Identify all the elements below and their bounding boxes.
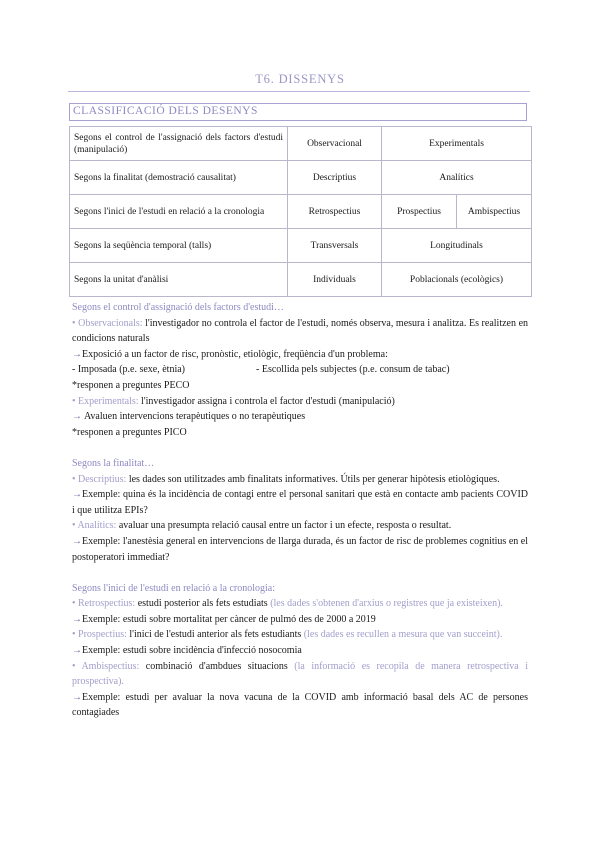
paragraph	[72, 409, 528, 425]
row-label: Segons el control de l'assignació dels factors d'estudi (manipulació)	[70, 127, 288, 161]
row-label: Segons la unitat d'anàlisi	[70, 263, 288, 297]
term-note: (les dades es recullen a mesura que van succeint).	[303, 629, 503, 641]
list-item: - Escollida pels subjectes (p.e. consum de tabac)	[256, 364, 450, 376]
paragraph	[72, 690, 528, 721]
term-text: les dades son utilitzades amb finalitats informatives. Útils per generar hipòtesis etiològiques.	[128, 473, 500, 485]
term-note: (les dades s'obtenen d'arxius o registres que ja existeixen).	[270, 598, 503, 610]
term-text: l'investigador assigna i controla el factor d'estudi (manipulació)	[141, 395, 395, 407]
term-label: • Observacionals:	[72, 317, 143, 329]
paragraph	[72, 659, 528, 690]
row-label: Segons la seqüència temporal (talls)	[70, 229, 288, 263]
example-text: Exemple: estudi sobre mortalitat per càncer de pulmó des de 2000 a 2019	[82, 613, 376, 625]
title-divider	[68, 91, 530, 92]
table-cell: Analítics	[382, 161, 532, 195]
table-row	[70, 127, 532, 161]
subsection-heading: Segons l'inici de l'estudi en relació a la cronologia:	[72, 582, 275, 594]
term-label: • Descriptius:	[72, 473, 127, 485]
table-row	[70, 161, 532, 195]
paragraph	[72, 394, 528, 410]
paragraph	[72, 316, 528, 347]
paragraph	[72, 518, 528, 534]
paragraph	[72, 612, 528, 628]
term-note: (la informació es recopila de manera retrospectiva i prospectiva).	[72, 660, 529, 688]
term-label: • Experimentals:	[72, 395, 139, 407]
body-text	[72, 300, 528, 721]
paragraph	[72, 627, 528, 643]
table-cell: Experimentals	[382, 127, 532, 161]
table-cell: Prospectius	[382, 195, 457, 229]
example-text: Avaluen intervencions terapèutiques o no terapèutiques	[83, 411, 306, 423]
example-text: Exemple: l'anestèsia general en intervencions de llarga durada, és un factor de risc de problemes cognitius en el postoperatori immediat?	[72, 535, 528, 563]
example-text: Exposició a un factor de risc, pronòstic, etiològic, freqüència d'un problema:	[82, 348, 388, 360]
table-cell: Longitudinals	[382, 229, 532, 263]
note: *responen a preguntes PECO	[72, 379, 190, 391]
term-text: combinació d'ambdues situacions	[145, 660, 288, 672]
arrow-icon: →	[72, 348, 82, 360]
table-cell: Descriptius	[288, 161, 382, 195]
list-item: - Imposada (p.e. sexe, ètnia)	[72, 364, 186, 376]
table-cell: Individuals	[288, 263, 382, 297]
arrow-icon: →	[72, 613, 82, 625]
paragraph	[72, 643, 528, 659]
example-text: Exemple: estudi per avaluar la nova vacuna de la COVID amb informació basal dels AC de persones contagiades	[72, 691, 528, 719]
term-label: • Retrospectius:	[72, 598, 136, 610]
term-text: l'inici de l'estudi anterior als fets estudiants	[129, 629, 302, 641]
table-cell: Transversals	[288, 229, 382, 263]
paragraph	[72, 362, 528, 378]
table-cell: Observacional	[288, 127, 382, 161]
paragraph	[72, 487, 528, 518]
note: *responen a preguntes PICO	[72, 426, 187, 438]
example-text: Exemple: estudi sobre incidència d'infecció nosocomia	[82, 645, 302, 657]
term-label: • Analítics:	[72, 520, 117, 532]
term-label: • Ambispectius:	[72, 660, 140, 672]
classification-table	[69, 126, 532, 297]
paragraph	[72, 534, 528, 565]
paragraph	[72, 472, 528, 488]
row-label: Segons la finalitat (demostració causalitat)	[70, 161, 288, 195]
example-text: Exemple: quina és la incidència de contagi entre el personal sanitari que està en contacte amb pacients COVID i que utilitza EPIs?	[72, 489, 528, 516]
table-cell: Poblacionals (ecològics)	[382, 263, 532, 297]
arrow-icon: →	[72, 535, 82, 547]
arrow-icon: →	[72, 489, 82, 501]
page-title: T6. DISSENYS	[255, 72, 345, 86]
term-text: estudi posterior als fets estudiats	[137, 598, 268, 610]
arrow-icon: →	[72, 411, 82, 423]
row-label: Segons l'inici de l'estudi en relació a la cronologia	[70, 195, 288, 229]
spacer	[72, 440, 528, 456]
table-row	[70, 229, 532, 263]
spacer	[72, 565, 528, 581]
table-row	[70, 263, 532, 297]
subsection-heading: Segons el control d'assignació dels factors d'estudi…	[72, 302, 284, 313]
paragraph	[72, 347, 528, 363]
paragraph	[72, 596, 528, 612]
table-cell: Retrospectius	[288, 195, 382, 229]
term-text: avaluar una presumpta relació causal entre un factor i un efecte, resposta o resultat.	[118, 520, 452, 532]
term-label: • Prospectius:	[72, 629, 127, 641]
table-row	[70, 195, 532, 229]
arrow-icon: →	[72, 691, 82, 703]
table-cell: Ambispectius	[457, 195, 532, 229]
section-heading: CLASSIFICACIÓ DELS DESENYS	[69, 103, 527, 121]
subsection-heading: Segons la finalitat…	[72, 457, 155, 469]
term-text: l'investigador no controla el factor de l'estudi, només observa, mesura i analitza. Es realitzen en condicions naturals	[72, 317, 529, 345]
arrow-icon: →	[72, 645, 82, 657]
